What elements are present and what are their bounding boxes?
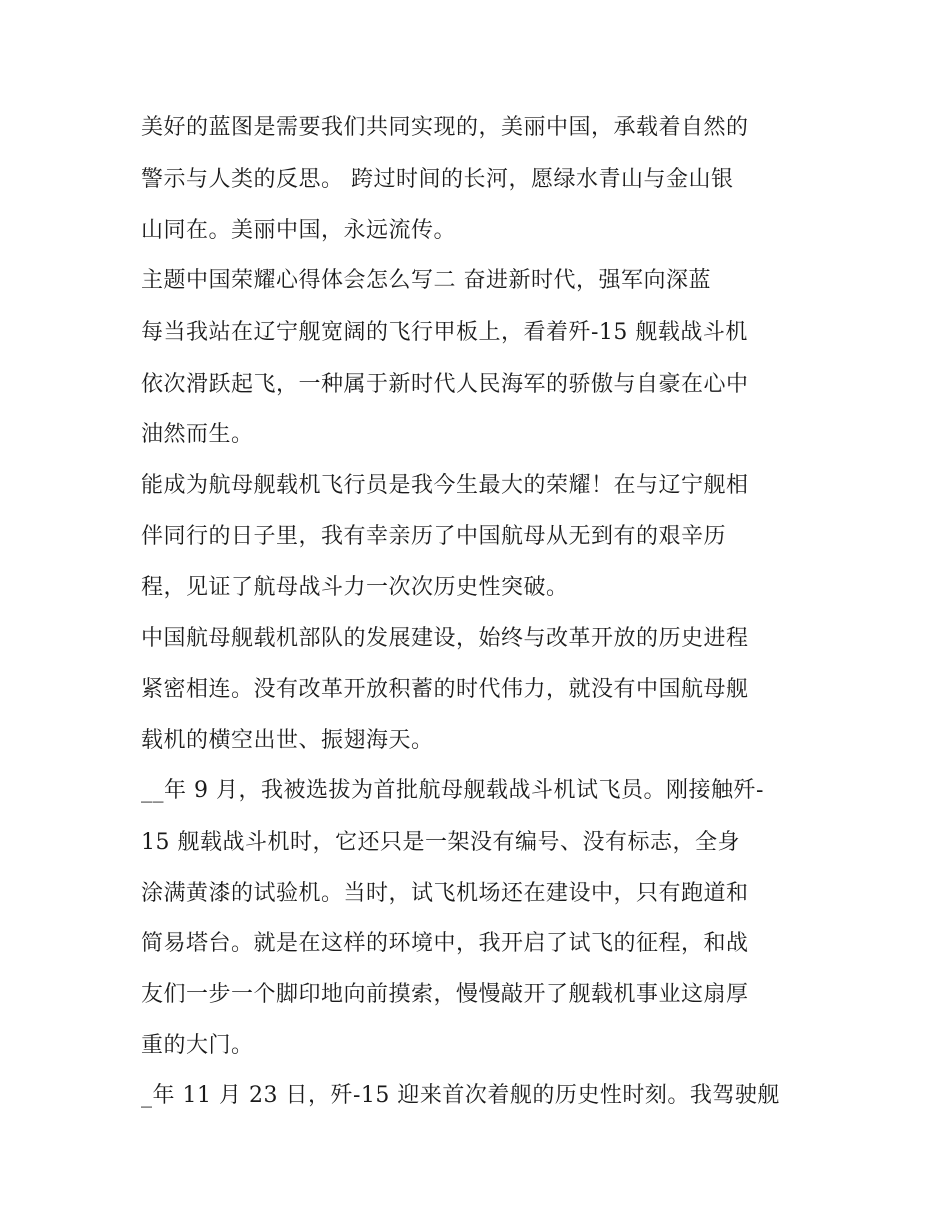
text-line-12: 紧密相连。没有改革开放积蓄的时代伟力，就没有中国航母舰 (141, 677, 749, 702)
text-line-15: 15 舰载战斗机时，它还只是一架没有编号、没有标志，全身 (141, 830, 740, 855)
text-line-10: 程，见证了航母战斗力一次次历史性突破。 (141, 575, 569, 600)
text-line-20: _年 11 月 23 日，歼-15 迎来首次着舰的历史性时刻。我驾驶舰 (141, 1083, 780, 1108)
text-line-2: 警示与人类的反思。 跨过时间的长河，愿绿水青山与金山银 (141, 167, 734, 192)
text-line-11: 中国航母舰载机部队的发展建设，始终与改革开放的历史进程 (141, 626, 749, 651)
text-line-19: 重的大门。 (141, 1033, 254, 1058)
text-line-5: 每当我站在辽宁舰宽阔的飞行甲板上，看着歼-15 舰载战斗机 (141, 320, 748, 345)
section-heading: 主题中国荣耀心得体会怎么写二 奋进新时代，强军向深蓝 (141, 268, 711, 293)
text-line-14: __年 9 月，我被选拔为首批航母舰载战斗机试飞员。刚接触歼- (141, 778, 764, 803)
text-line-17: 简易塔台。就是在这样的环境中，我开启了试飞的征程，和战 (141, 931, 749, 956)
text-line-1: 美好的蓝图是需要我们共同实现的，美丽中国，承载着自然的 (141, 115, 749, 140)
text-line-13: 载机的横空出世、振翅海天。 (141, 728, 434, 753)
text-line-16: 涂满黄漆的试验机。当时，试飞机场还在建设中，只有跑道和 (141, 881, 749, 906)
text-line-8: 能成为航母舰载机飞行员是我今生最大的荣耀！在与辽宁舰相 (141, 473, 749, 498)
text-line-3: 山同在。美丽中国，永远流传。 (141, 218, 457, 243)
text-line-6: 依次滑跃起飞，一种属于新时代人民海军的骄傲与自豪在心中 (141, 372, 749, 397)
text-line-18: 友们一步一个脚印地向前摸索，慢慢敲开了舰载机事业这扇厚 (141, 982, 749, 1007)
text-line-7: 油然而生。 (141, 422, 254, 447)
text-line-9: 伴同行的日子里，我有幸亲历了中国航母从无到有的艰辛历 (141, 524, 727, 549)
